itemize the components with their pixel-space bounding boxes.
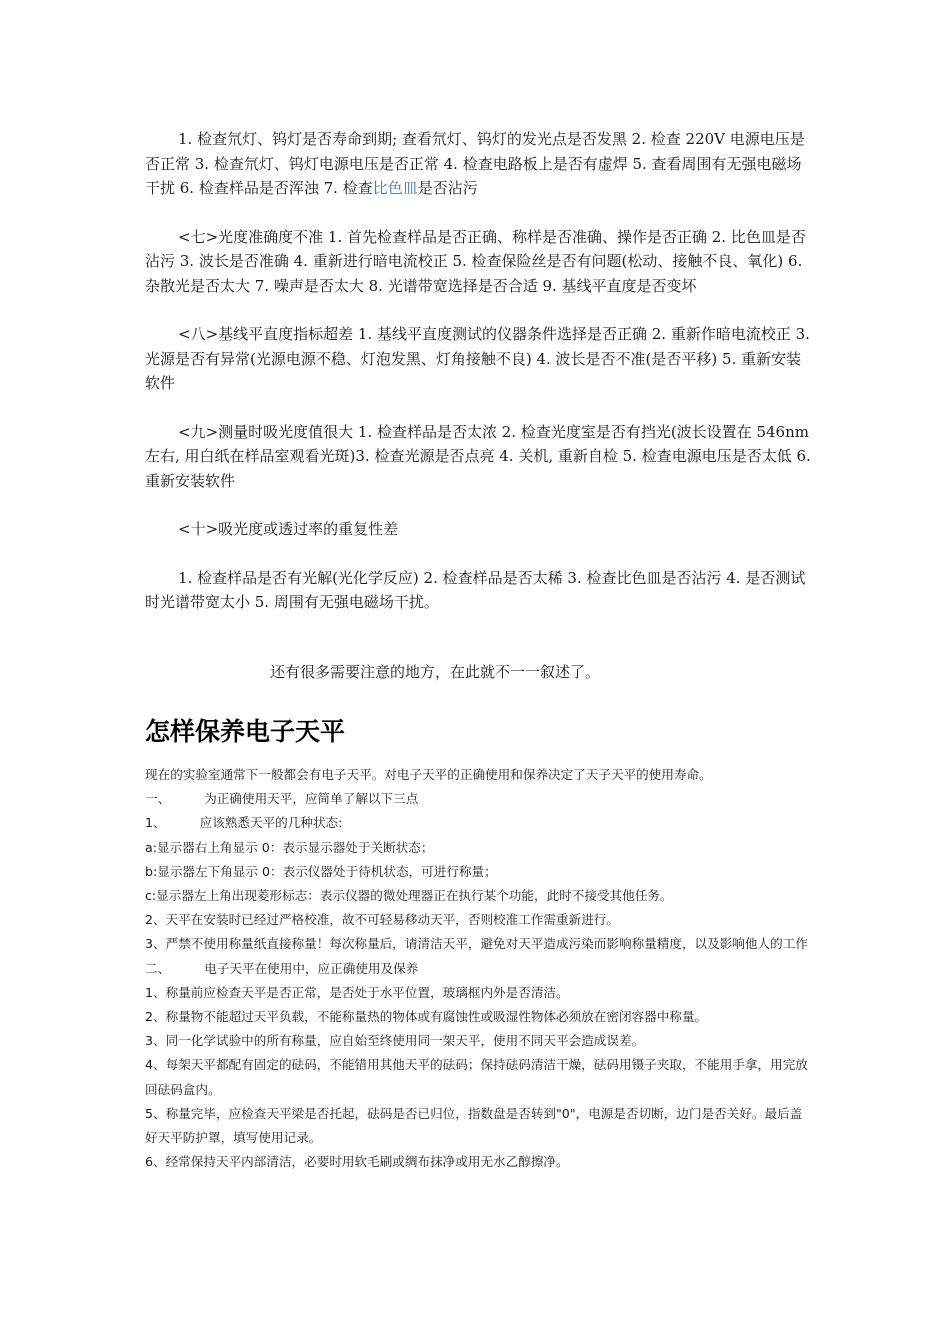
item-2: 2、天平在安装时已经过严格校准，故不可轻易移动天平，否则校准工作需重新进行。 [145,912,619,928]
paragraph-text: 是否沾污 [417,179,478,197]
paragraph-section-10-title: <十>吸光度或透过率的重复性差 [178,520,399,538]
part-1-title: 为正确使用天平，应简单了解以下三点 [204,791,419,807]
cuvette-link[interactable]: 比色皿 [372,179,418,197]
item-1-a: a:显示器右上角显示 0：表示显示器处于关断状态； [145,839,434,855]
troubleshooting-section [145,127,811,639]
article-body [145,763,811,1174]
article-intro: 现在的实验室通常下一般都会有电子天平。对电子天平的正确使用和保养决定了天子天平的使用寿命。 [145,767,712,782]
item-1-c: c:显示器左上角出现菱形标志：表示仪器的微处理器正在执行某个功能，此时不接受其他任务。 [145,888,673,904]
item-1-b: b:显示器左下角显示 0：表示仪器处于待机状态，可进行称量； [145,863,497,879]
rule-1: 1、称量前应检查天平是否正常，是否处于水平位置，玻璃框内外是否清洁。 [145,984,569,1000]
rule-4: 4、每架天平都配有固定的砝码，不能错用其他天平的砝码；保持砝码清洁干燥，砝码用镊子夹取，不能用手拿，用完放回砝码盒内。 [145,1057,808,1097]
part-2-number: 二、 [145,960,171,976]
item-1-number: 1、 [145,815,166,831]
paragraph-section-9: <九>测量时吸光度值很大 1. 检查样品是否太浓 2. 检查光度室是否有挡光(波长设置在 546nm 左右, 用白纸在样品室观看光斑)3. 检查光源是否点亮 4. 关机, 重新自检 5. 检查电源电压是否太低 6. 重新安装软件 [145,422,811,490]
paragraph-section-10-body: 1. 检查样品是否有光解(光化学反应) 2. 检查样品是否太稀 3. 检查比色皿是否沾污 4. 是否测试时光谱带宽太小 5. 周围有无强电磁场干扰。 [145,568,806,611]
rule-2: 2、称量物不能超过天平负载，不能称量热的物体或有腐蚀性或吸湿性物体必须放在密闭容器中称量。 [145,1009,708,1025]
part-1-heading [145,787,811,811]
item-1-heading [145,811,811,835]
rule-6: 6、经常保持天平内部清洁，必要时用软毛刷或绸布抹净或用无水乙醇擦净。 [145,1154,569,1170]
paragraph-text: 1. 检查氘灯、钨灯是否寿命到期; 查看氘灯、钨灯的发光点是否发黑 2. 检查 220V 电源电压是否正常 3. 检查氘灯、钨灯电源电压是否正常 4. 检查电路板上是否有虚焊 5. 查看周围有无强电磁场干扰 6. 检查样品是否浑浊 7. 检查 [145,130,805,197]
rule-3: 3、同一化学试验中的所有称量，应自始至终使用同一架天平，使用不同天平会造成误差。 [145,1033,645,1049]
part-1-number: 一、 [145,791,171,807]
article-title: 怎样保养电子天平 [145,717,346,746]
paragraph-light-source [145,127,811,201]
part-2-heading [145,957,811,981]
item-1-title: 应该熟悉天平的几种状态: [199,815,343,831]
item-3: 3、严禁不使用称量纸直接称量！每次称量后，请清洁天平，避免对天平造成污染而影响称量精度，以及影响他人的工作 [145,936,808,952]
part-2-title: 电子天平在使用中，应正确使用及保养 [204,960,419,976]
paragraph-section-8: <八>基线平直度指标超差 1. 基线平直度测试的仪器条件选择是否正确 2. 重新作暗电流校正 3. 光源是否有异常(光源电源不稳、灯泡发黑、灯角接触不良) 4. 波长是否不准(是否平移) 5. 重新安装软件 [145,325,810,392]
rule-5: 5、称量完毕，应检查天平梁是否托起，砝码是否已归位，指数盘是否转到"0"，电源是否切断，边门是否关好。最后盖好天平防护罩，填写使用记录。 [145,1105,803,1146]
paragraph-section-7: <七>光度准确度不准 1. 首先检查样品是否正确、称样是否准确、操作是否正确 2. 比色皿是否沾污 3. 波长是否准确 4. 重新进行暗电流校正 5. 检查保险丝是否有问题(松动、接触不良、氧化) 6. 杂散光是否太大 7. 噪声是否太大 8. 光谱带宽选择是否合适 9. 基线平直度是否变坏 [145,227,806,295]
closing-note: 还有很多需要注意的地方，在此就不一一叙述了。 [270,663,601,681]
